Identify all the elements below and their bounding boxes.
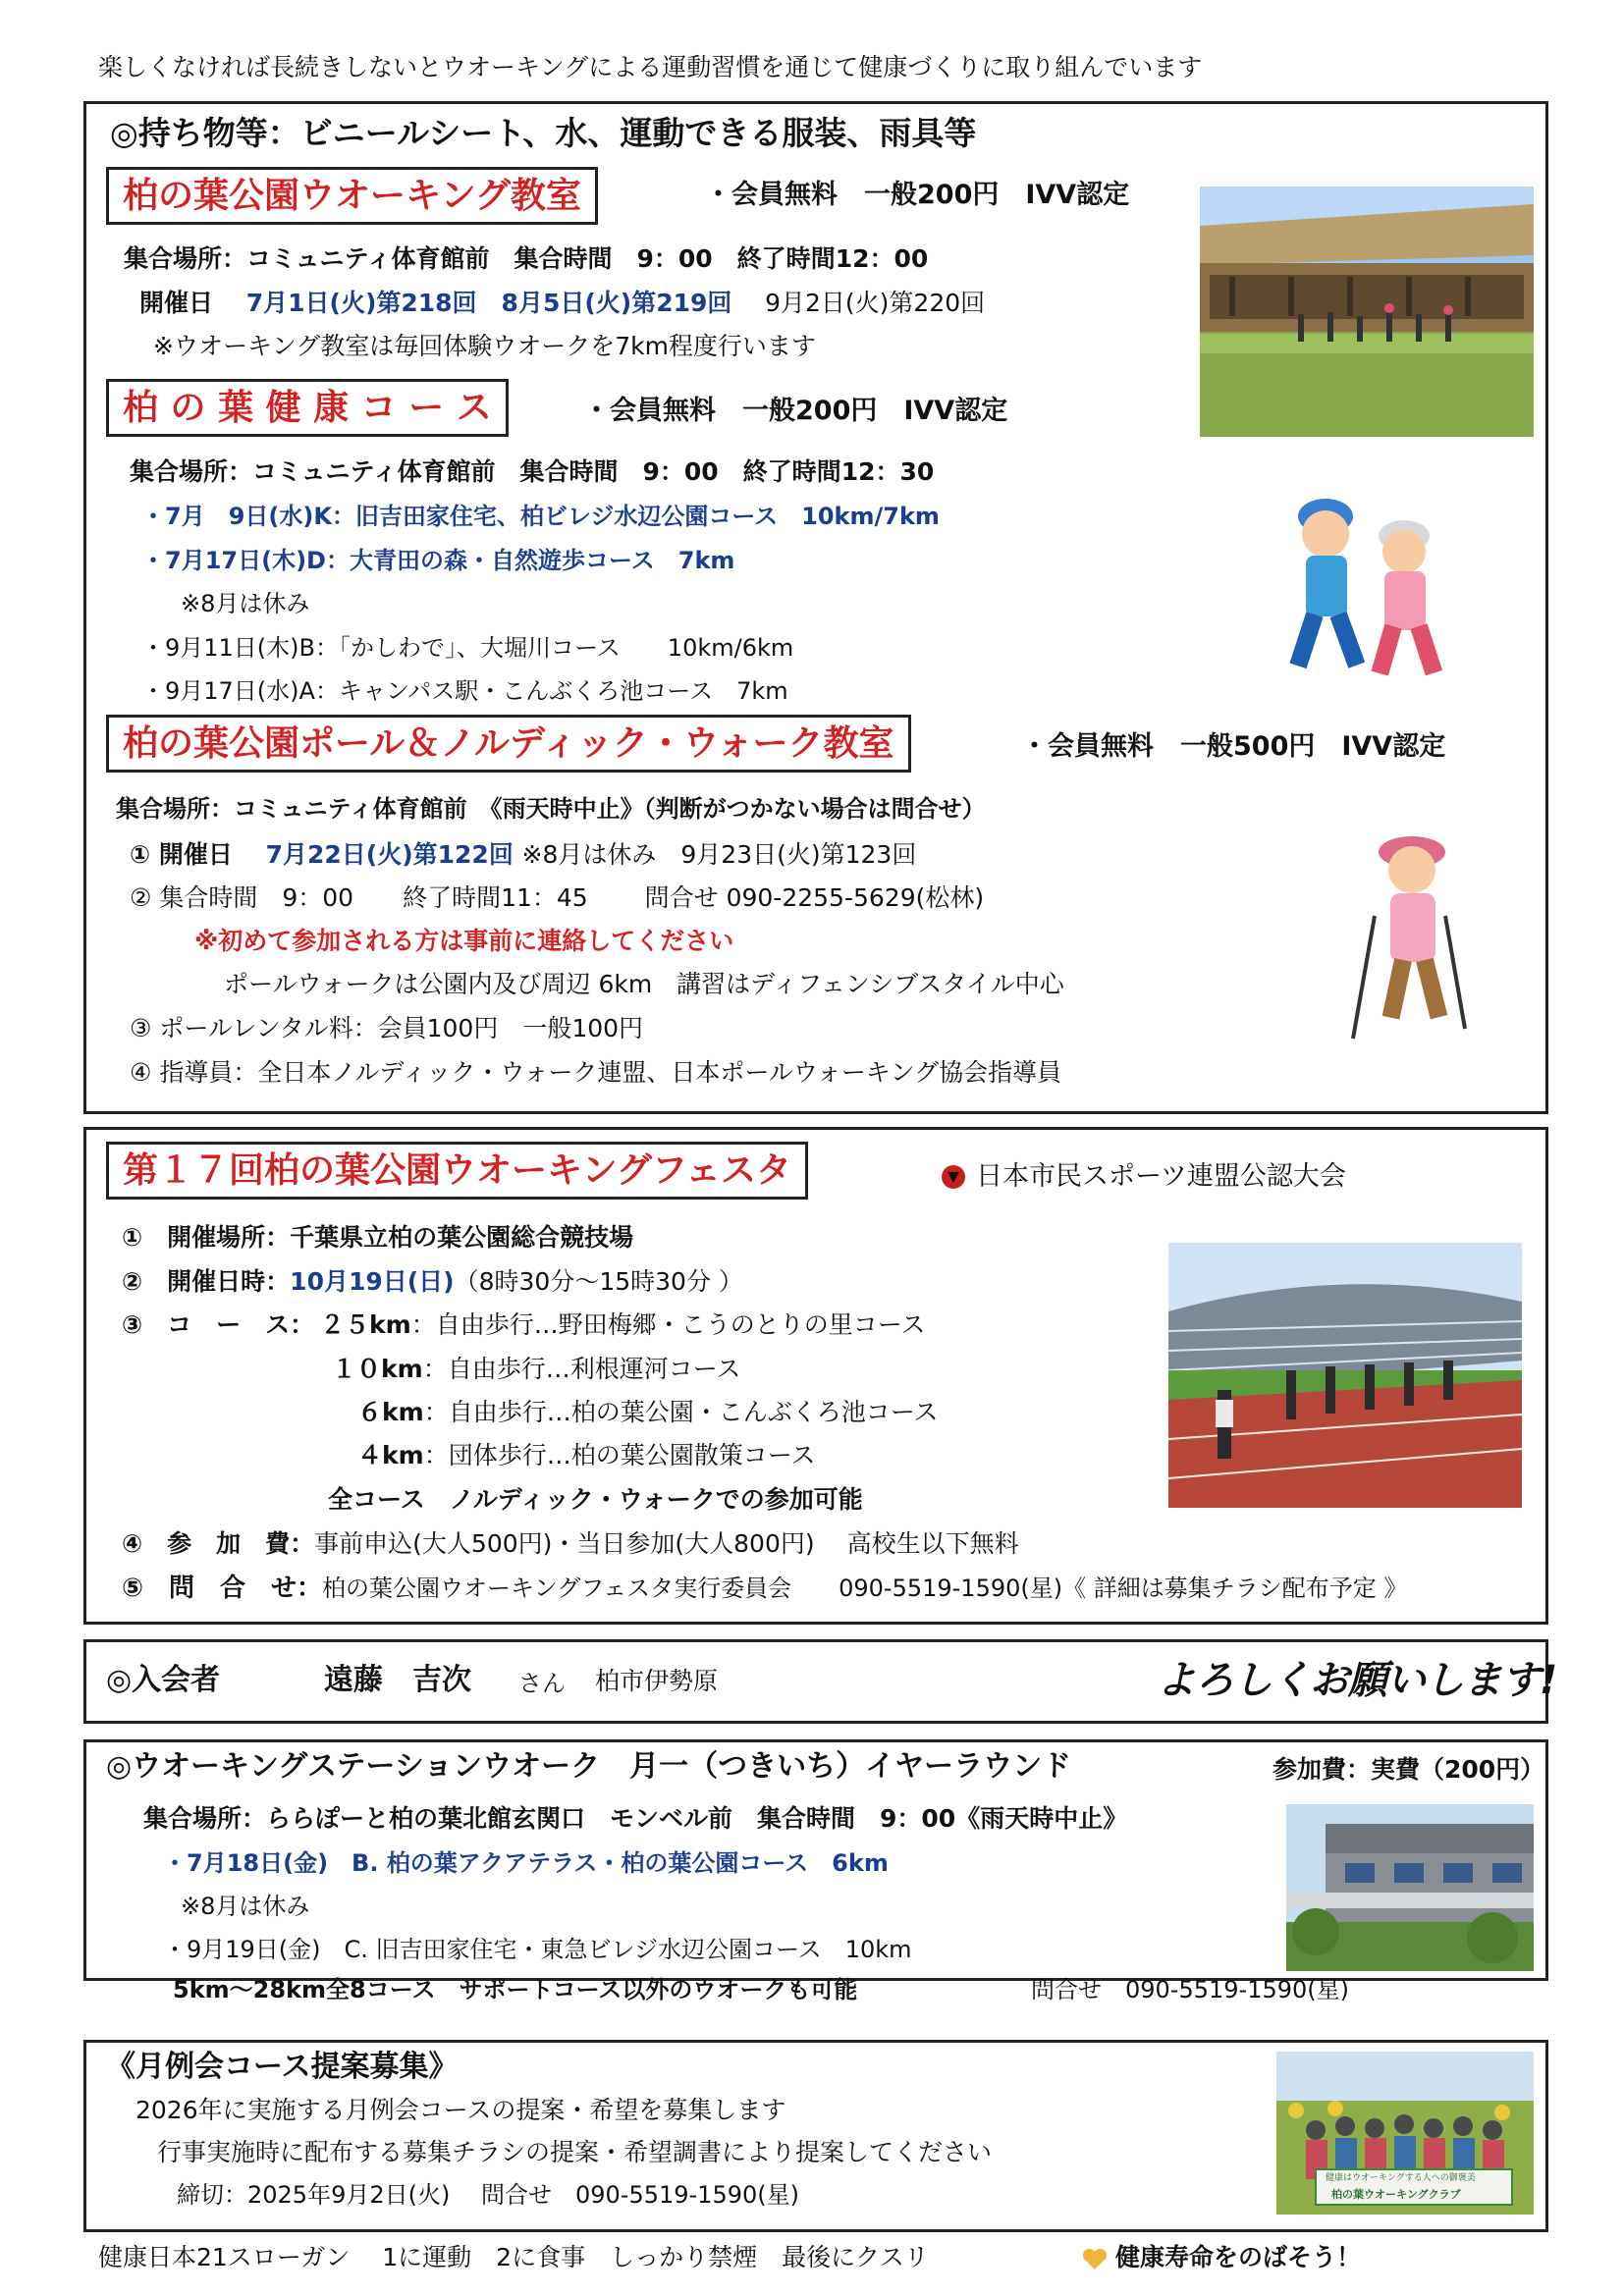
festa-contact [122,1574,1407,1604]
station-title: ◎ウオーキングステーションウオーク 月一（つきいち）イヤーラウンド [106,1749,1072,1784]
station-contact: 問合せ 090-5519-1590(星) [1031,1976,1350,2003]
course-desc: ：自由歩行…野田梅郷・こうのとりの里コース [410,1310,926,1339]
dates-black: 9月2日(火)第220回 [765,289,986,317]
header-slogan: 楽しくなければ長続きしないとウオーキングによる運動習慣を通じて健康づくりに取り組んでいます [98,53,1203,81]
station-meeting: 集合場所：ららぽーと柏の葉北館玄関口 モンベル前 集合時間 9：00《雨天時中止》 [143,1804,1128,1833]
course-dist: ６km [357,1398,424,1426]
course-desc: ：自由歩行…柏の葉公園・こんぶくろ池コース [423,1398,939,1426]
festa-venue [122,1223,633,1253]
festa-fee [122,1529,1019,1559]
festa-course-label: ③ コ ー ス： [122,1310,315,1339]
festa-title: 第１７回柏の葉公園ウオーキングフェスタ [106,1142,808,1200]
festa-course-4 [357,1441,815,1470]
classroom-note: ※ウオーキング教室は毎回体験ウオークを7km程度行います [153,332,816,360]
footer-slogan: 健康日本21スローガン 1に運動 2に食事 しっかり禁煙 最後にクスリ [98,2243,929,2271]
classroom-dates [139,289,985,318]
health-course-fee: ・会員無料 一般200円 IVV認定 [583,396,1008,426]
health-item-2: ・7月17日(木)D：大青田の森・自然遊歩コース 7km [141,547,735,574]
proposal-line-1: 2026年に実施する月例会コースの提案・希望を募集します [135,2096,786,2124]
festa-certified: 日本市民スポーツ連盟公認大会 [976,1161,1346,1192]
course-dist: ４km [357,1441,424,1469]
station-note: ※8月は休み [181,1893,310,1920]
belongings-heading: ◎持ち物等：ビニールシート、水、運動できる服装、雨具等 [110,114,977,152]
nordic-meeting: 集合場所：コミュニティ体育館前 《雨天時中止》（判断がつかない場合は問合せ） [116,795,986,823]
festa-date [122,1267,743,1297]
fee-value: 事前申込(大人500円)・当日参加(大人800円) 高校生以下無料 [314,1529,1019,1558]
banner-text-2: 柏の葉ウオーキングクラブ [1331,2188,1461,2201]
nordic-item-1 [130,840,916,870]
dates-blue: 7月1日(火)第218回 8月5日(火)第219回 [245,289,732,317]
festa-all-course: 全コース ノルディック・ウォークでの参加可能 [328,1485,863,1514]
illustration-pole-walker [1335,823,1483,1048]
station-summary: 5km～28km全8コース サポートコース以外のウオークも可能 [173,1976,858,2003]
nordic-item1-blue: 7月22日(火)第122回 [265,840,514,869]
jvsa-logo-icon [941,1164,966,1190]
member-name: 遠藤 吉次 [324,1663,471,1697]
classroom-title: 柏の葉公園ウオーキング教室 [106,167,598,225]
nordic-first-time: ※初めて参加される方は事前に連絡してください [194,927,734,955]
photo-stadium [1168,1243,1522,1508]
health-course-meeting: 集合場所：コミュニティ体育館前 集合時間 9：00 終了時間12：30 [130,457,935,486]
classroom-fee: ・会員無料 一般200円 IVV認定 [705,180,1130,210]
health-item-5: ・9月17日(水)A：キャンパス駅・こんぶくろ池コース 7km [141,677,788,705]
course-desc: ：自由歩行…利根運河コース [422,1355,741,1383]
fee-label: ④ 参 加 費： [122,1529,315,1558]
nordic-item-3: ③ ポールレンタル料：会員100円 一般100円 [130,1014,644,1042]
footer-life: 健康寿命をのばそう！ [1115,2243,1362,2271]
nordic-title: 柏の葉公園ポール＆ノルディック・ウォーク教室 [106,715,911,773]
course-dist: ２５km [320,1310,411,1339]
classroom-meeting: 集合場所：コミュニティ体育館前 集合時間 9：00 終了時間12：00 [124,244,929,273]
date-label: ② 開催日時： [122,1267,291,1296]
proposal-line-3: 締切：2025年9月2日(火) 問合せ 090-5519-1590(星) [177,2181,799,2209]
member-area: 柏市伊勢原 [595,1667,719,1695]
station-item-2: ・9月19日(金) C. 旧吉田家住宅・東急ビレジ水辺公園コース 10km [163,1936,912,1963]
venue-value: 千葉県立柏の葉公園総合競技場 [290,1223,634,1252]
station-fee: 参加費：実費（200円） [1272,1755,1545,1784]
contact-label: ⑤ 問 合 せ： [122,1574,323,1603]
proposal-line-2: 行事実施時に配布する募集チラシの提案・希望調書により提案してください [157,2138,993,2166]
heart-icon [1082,2248,1108,2271]
member-honorific: さん [518,1670,566,1697]
date-time: （8時30分～15時30分 ） [454,1267,743,1296]
photo-gymnasium [1200,187,1534,437]
dates-label: 開催日 [139,289,214,317]
festa-course-3 [357,1398,938,1427]
banner-text-1: 健康はウオーキングする人への御褒美 [1326,2173,1476,2183]
venue-label: ① 開催場所： [122,1223,291,1252]
photo-group-banner [1276,2052,1534,2215]
health-item-3: ※8月は休み [181,590,310,617]
health-item-1: ・7月 9日(水)K：旧吉田家住宅、柏ビレジ水辺公園コース 10km/7km [141,503,940,530]
course-dist: １０km [332,1355,423,1383]
member-label: ◎入会者 [106,1663,221,1697]
photo-station-building [1286,1804,1534,1971]
member-greeting: よろしくお願いします! [1157,1658,1557,1703]
nordic-item-4: ④ 指導員：全日本ノルディック・ウォーク連盟、日本ポールウォーキング協会指導員 [130,1058,1062,1087]
course-desc: ：団体歩行…柏の葉公園散策コース [423,1441,816,1469]
health-course-title: 柏 の 葉 健 康 コ ー ス [106,379,509,437]
festa-course-1 [320,1310,925,1340]
proposal-title: 《月例会コース提案募集》 [106,2050,459,2084]
nordic-fee: ・会員無料 一般500円 IVV認定 [1021,731,1446,762]
festa-course-2 [332,1355,740,1384]
station-item-1: ・7月18日(金) B. 柏の葉アクアテラス・柏の葉公園コース 6km [163,1849,889,1877]
nordic-pole-note: ポールウォークは公園内及び周辺 6km 講習はディフェンシブスタイル中心 [224,970,1064,998]
illustration-walking-couple [1267,477,1483,693]
contact-value: 柏の葉公園ウオーキングフェスタ実行委員会 090-5519-1590(星)《 詳細は募集チラシ配布予定 》 [322,1575,1408,1602]
nordic-item1-black: ※8月は休み 9月23日(火)第123回 [521,840,917,869]
health-item-4: ・9月11日(木)B：「かしわで」、大堀川コース 10km/6km [141,634,794,662]
nordic-item-2: ② 集合時間 9：00 終了時間11：45 問合せ 090-2255-5629(松林) [130,883,985,912]
nordic-item1-label: ① 開催日 [130,840,233,869]
date-blue: 10月19日(日) [290,1267,455,1296]
